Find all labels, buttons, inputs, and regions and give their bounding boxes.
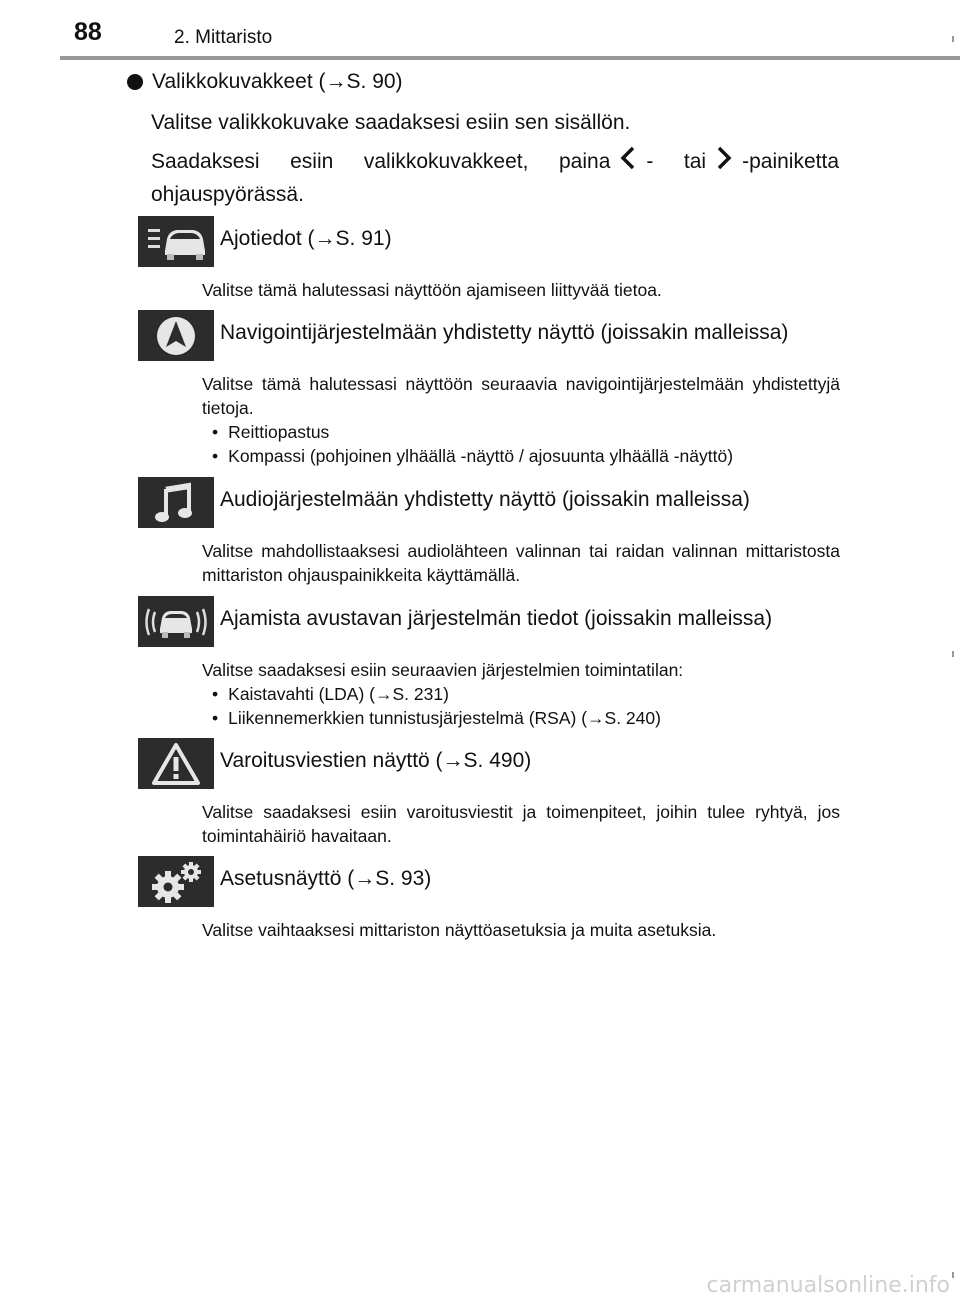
- warning-icon: [138, 738, 214, 789]
- chapter-title: 2. Mittaristo: [174, 27, 273, 48]
- list-item: • Kaistavahti (LDA) (→S. 231): [202, 682, 840, 706]
- edge-tick: [952, 1272, 954, 1278]
- settings-gears-icon: [138, 856, 214, 907]
- intro-text-b: - tai: [646, 150, 707, 174]
- item-title: Audiojärjestelmään yhdistetty näyttö (joissakin malleissa): [220, 488, 750, 511]
- edge-tick: [952, 36, 954, 42]
- page-header: [0, 0, 960, 62]
- item-desc-text: Valitse mahdollistaaksesi audiolähteen valinnan tai raidan valinnan mittaristosta mittariston ohjauspainikkeita käyttämällä.: [202, 541, 840, 585]
- car-info-icon: [138, 216, 214, 267]
- header-rule: [60, 56, 960, 60]
- driving-assist-icon: [138, 596, 214, 647]
- page-number: 88: [74, 18, 102, 46]
- item-desc-text: Valitse vaihtaaksesi mittariston näyttöasetuksia ja muita asetuksia.: [202, 920, 717, 940]
- bullet-dot-icon: [127, 74, 143, 90]
- item-title: Navigointijärjestelmään yhdistetty näyttö (joissakin malleissa): [220, 321, 789, 344]
- item-title: Ajamista avustavan järjestelmän tiedot (joissakin malleissa): [220, 607, 773, 630]
- item-desc-text: Valitse tämä halutessasi näyttöön seuraavia navigointijärjestelmään yhdistettyjä tietoja.: [202, 374, 840, 418]
- chevron-right-icon: [716, 146, 732, 179]
- music-note-icon: [138, 477, 214, 528]
- section-heading: [127, 70, 403, 94]
- item-description: [202, 372, 840, 468]
- item-title: Varoitusviestien näyttö (→S. 490): [220, 749, 532, 772]
- watermark: carmanualsonline.info: [706, 1273, 950, 1298]
- item-description: [202, 539, 840, 587]
- intro-text-c: -painiketta ohjauspyörässä.: [151, 150, 839, 206]
- intro-line-1: Valitse valikkokuvake saadaksesi esiin sen sisällön.: [151, 111, 631, 134]
- item-description: [202, 278, 840, 302]
- list-item: • Kompassi (pohjoinen ylhäällä -näyttö / ajosuunta ylhäällä -näyttö): [202, 444, 840, 468]
- intro-text-a: Saadaksesi esiin valikkokuvakkeet, paina: [151, 150, 611, 174]
- navigation-icon: [138, 310, 214, 361]
- item-title: Ajotiedot (→S. 91): [220, 227, 392, 250]
- item-desc-text: Valitse tämä halutessasi näyttöön ajamiseen liittyvää tietoa.: [202, 280, 662, 300]
- item-title: Asetusnäyttö (→S. 93): [220, 867, 432, 890]
- intro-line-2: [151, 146, 839, 210]
- section-heading-text: Valikkokuvakkeet (→S. 90): [152, 70, 403, 93]
- item-description: [202, 918, 840, 942]
- item-description: [202, 658, 840, 730]
- edge-tick: [952, 651, 954, 657]
- chevron-left-icon: [620, 146, 636, 179]
- list-item: • Reittiopastus: [202, 420, 840, 444]
- item-desc-text: Valitse saadaksesi esiin varoitusviestit ja toimenpiteet, joihin tulee ryhtyä, jos toimintahäiriö havaitaan.: [202, 802, 840, 846]
- item-description: [202, 800, 840, 848]
- item-desc-text: Valitse saadaksesi esiin seuraavien järjestelmien toimintatilan:: [202, 660, 684, 680]
- list-item: • Liikennemerkkien tunnistusjärjestelmä (RSA) (→S. 240): [202, 706, 840, 730]
